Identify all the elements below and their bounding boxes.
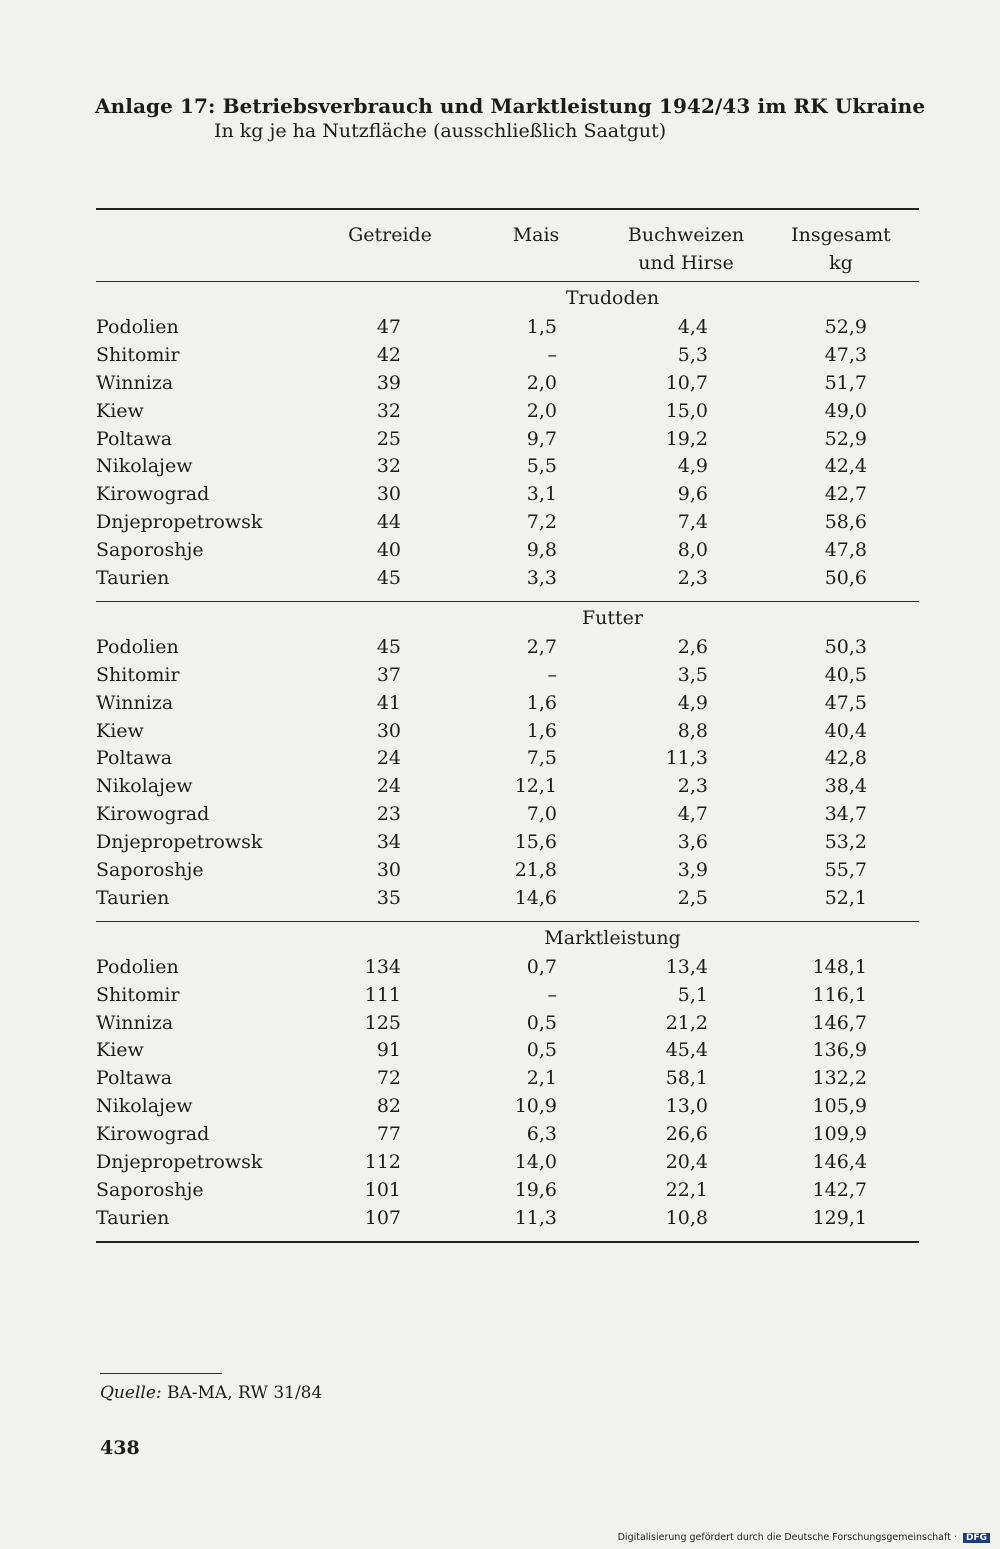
getreide-cell: 32 [376,455,401,478]
buchweizen-cell: 3,9 [677,859,708,882]
region-cell: Podolien [96,316,179,338]
insgesamt-cell: 142,7 [812,1178,867,1201]
buchweizen-cell: 9,6 [677,483,708,506]
region-cell: Taurien [96,567,170,590]
insgesamt-cell: 146,4 [812,1151,867,1174]
section-spacer [96,593,919,601]
header-getreide: Getreide [348,224,432,246]
buchweizen-cell: 45,4 [665,1039,708,1062]
insgesamt-cell: 42,8 [824,747,867,770]
getreide-cell: 101 [364,1178,401,1201]
table-header [96,210,919,281]
buchweizen-cell: 3,6 [677,831,708,854]
region-cell: Nikolajew [96,775,193,798]
region-cell: Podolien [96,955,179,978]
mais-cell: 9,7 [526,427,557,450]
table-row [96,426,919,454]
table-row [96,1177,919,1205]
page-subtitle: In kg je ha Nutzfläche (ausschließlich Saatgut) [214,120,667,142]
buchweizen-cell: 21,2 [665,1011,708,1034]
insgesamt-cell: 47,5 [824,691,867,714]
getreide-cell: 41 [376,691,401,714]
region-cell: Winniza [96,1011,174,1034]
insgesamt-cell: 129,1 [812,1206,867,1229]
region-cell: Shitomir [96,343,180,366]
insgesamt-cell: 47,8 [824,539,867,562]
table-row [96,773,919,801]
region-cell: Kiew [96,399,144,422]
region-cell: Nikolajew [96,1095,193,1118]
table-row [96,398,919,426]
getreide-cell: 82 [376,1095,401,1118]
buchweizen-cell: 10,8 [665,1206,708,1229]
table-row [96,885,919,913]
insgesamt-cell: 136,9 [812,1039,867,1062]
buchweizen-cell: 13,4 [665,955,708,978]
mais-cell: 2,1 [526,1067,557,1090]
buchweizen-cell: 2,3 [677,567,708,590]
mais-cell: 3,3 [526,567,557,590]
insgesamt-cell: 49,0 [824,399,867,422]
table-row [96,1065,919,1093]
region-cell: Dnjepropetrowsk [96,831,263,854]
region-cell: Taurien [96,1206,170,1229]
getreide-cell: 91 [376,1039,401,1062]
digitization-note: Digitalisierung gefördert durch die Deutsche Forschungsgemeinschaft · DFG [618,1532,990,1543]
page-number: 438 [100,1437,140,1459]
mais-cell: 10,9 [514,1095,557,1118]
getreide-cell: 45 [376,635,401,658]
getreide-cell: 32 [376,399,401,422]
table-row [96,634,919,662]
region-cell: Saporoshje [96,1178,204,1201]
region-cell: Taurien [96,886,170,909]
getreide-cell: 134 [364,955,401,978]
getreide-cell: 34 [376,831,401,854]
mais-cell: 1,5 [526,316,557,338]
region-cell: Shitomir [96,983,180,1006]
table-row [96,314,919,342]
insgesamt-cell: 52,1 [824,886,867,909]
table-row [96,954,919,982]
section-title: Futter [581,606,644,629]
insgesamt-cell: 109,9 [812,1123,867,1146]
insgesamt-cell: 52,9 [824,427,867,450]
insgesamt-cell: 38,4 [824,775,867,798]
insgesamt-cell: 51,7 [824,371,867,394]
mais-cell: 5,5 [526,455,557,478]
buchweizen-cell: 19,2 [665,427,708,450]
getreide-cell: 42 [376,343,401,366]
mais-cell: 9,8 [526,539,557,562]
region-cell: Winniza [96,691,174,714]
getreide-cell: 25 [376,427,401,450]
buchweizen-cell: 58,1 [665,1067,708,1090]
buchweizen-cell: 11,3 [665,747,708,770]
region-cell: Poltawa [96,1067,173,1090]
buchweizen-cell: 26,6 [665,1123,708,1146]
table-row [96,829,919,857]
source-note: Quelle: BA-MA, RW 31/84 [100,1383,323,1403]
table-row [96,718,919,746]
buchweizen-cell: 2,5 [677,886,708,909]
table-row [96,453,919,481]
region-cell: Nikolajew [96,455,193,478]
buchweizen-cell: 2,6 [677,635,708,658]
data-table [96,208,919,1243]
table-row [96,1010,919,1038]
insgesamt-cell: 40,4 [824,719,867,742]
mais-cell: – [547,343,557,366]
buchweizen-cell: 8,8 [677,719,708,742]
buchweizen-cell: 20,4 [665,1151,708,1174]
buchweizen-cell: 4,9 [677,455,708,478]
insgesamt-cell: 58,6 [824,511,867,534]
region-cell: Dnjepropetrowsk [96,1151,263,1174]
getreide-cell: 72 [376,1067,401,1090]
table-row [96,565,919,593]
header-buchweizen: Buchweizen und Hirse [627,224,745,274]
table-row [96,857,919,885]
buchweizen-cell: 5,1 [677,983,708,1006]
table-row [96,481,919,509]
getreide-cell: 47 [376,316,401,338]
region-cell: Kirowograd [96,483,210,506]
header-insgesamt: Insgesamt kg [791,224,891,274]
mais-cell: 19,6 [514,1178,557,1201]
region-cell: Saporoshje [96,859,204,882]
region-cell: Winniza [96,371,174,394]
buchweizen-cell: 13,0 [665,1095,708,1118]
insgesamt-cell: 40,5 [824,663,867,686]
getreide-cell: 30 [376,719,401,742]
insgesamt-cell: 116,1 [812,983,867,1006]
section-spacer [96,913,919,921]
getreide-cell: 77 [376,1123,401,1146]
buchweizen-cell: 7,4 [677,511,708,534]
table-row [96,982,919,1010]
insgesamt-cell: 42,7 [824,483,867,506]
region-cell: Shitomir [96,663,180,686]
header-mais: Mais [512,224,560,246]
table-row [96,745,919,773]
region-cell: Podolien [96,635,179,658]
mais-cell: 12,1 [514,775,557,798]
buchweizen-cell: 3,5 [677,663,708,686]
dfg-logo-icon: DFG [963,1533,990,1543]
footnote-rule [100,1373,222,1374]
getreide-cell: 24 [376,775,401,798]
mais-cell: 6,3 [526,1123,557,1146]
region-cell: Poltawa [96,747,173,770]
region-cell: Kiew [96,1039,144,1062]
region-cell: Dnjepropetrowsk [96,511,263,534]
buchweizen-cell: 8,0 [677,539,708,562]
getreide-cell: 37 [376,663,401,686]
table-row [96,342,919,370]
mais-cell: 7,5 [526,747,557,770]
getreide-cell: 107 [364,1206,401,1229]
mais-cell: 0,7 [526,955,557,978]
section-rule [96,1241,919,1243]
table-row [96,801,919,829]
mais-cell: 1,6 [526,719,557,742]
table-row [96,509,919,537]
buchweizen-cell: 15,0 [665,399,708,422]
region-cell: Saporoshje [96,539,204,562]
insgesamt-cell: 55,7 [824,859,867,882]
region-cell: Kiew [96,719,144,742]
mais-cell: – [547,983,557,1006]
getreide-cell: 24 [376,747,401,770]
table-row [96,1205,919,1233]
getreide-cell: 30 [376,859,401,882]
buchweizen-cell: 4,9 [677,691,708,714]
mais-cell: 2,7 [526,635,557,658]
mais-cell: 14,6 [514,886,557,909]
insgesamt-cell: 105,9 [812,1095,867,1118]
region-cell: Kirowograd [96,803,210,826]
table-row [96,1093,919,1121]
table-row [96,370,919,398]
getreide-cell: 112 [364,1151,401,1174]
insgesamt-cell: 52,9 [824,316,867,338]
table-row [96,1149,919,1177]
mais-cell: 1,6 [526,691,557,714]
getreide-cell: 40 [376,539,401,562]
getreide-cell: 45 [376,567,401,590]
insgesamt-cell: 50,3 [824,635,867,658]
getreide-cell: 125 [364,1011,401,1034]
mais-cell: 3,1 [526,483,557,506]
buchweizen-cell: 10,7 [665,371,708,394]
mais-cell: 0,5 [526,1039,557,1062]
insgesamt-cell: 50,6 [824,567,867,590]
insgesamt-cell: 42,4 [824,455,867,478]
table-body [96,282,919,1243]
section-spacer [96,1233,919,1241]
insgesamt-cell: 47,3 [824,343,867,366]
buchweizen-cell: 2,3 [677,775,708,798]
table-row [96,1037,919,1065]
insgesamt-cell: 53,2 [824,831,867,854]
buchweizen-cell: 4,4 [677,316,708,338]
page-title: Anlage 17: Betriebsverbrauch und Marktleistung 1942/43 im RK Ukraine [95,94,926,118]
section-title: Marktleistung [544,926,681,949]
mais-cell: 15,6 [514,831,557,854]
table-row [96,537,919,565]
region-cell: Kirowograd [96,1123,210,1146]
mais-cell: – [547,663,557,686]
mais-cell: 21,8 [514,859,557,882]
getreide-cell: 111 [364,983,401,1006]
getreide-cell: 35 [376,886,401,909]
buchweizen-cell: 5,3 [677,343,708,366]
getreide-cell: 30 [376,483,401,506]
mais-cell: 7,0 [526,803,557,826]
getreide-cell: 23 [376,803,401,826]
section-title: Trudoden [565,287,660,309]
getreide-cell: 39 [376,371,401,394]
buchweizen-cell: 4,7 [677,803,708,826]
mais-cell: 2,0 [526,371,557,394]
title-block [95,94,925,142]
insgesamt-cell: 34,7 [824,803,867,826]
mais-cell: 2,0 [526,399,557,422]
mais-cell: 11,3 [514,1206,557,1229]
mais-cell: 14,0 [514,1151,557,1174]
table-row [96,1121,919,1149]
table-row [96,690,919,718]
insgesamt-cell: 148,1 [812,955,867,978]
table-row [96,662,919,690]
insgesamt-cell: 146,7 [812,1011,867,1034]
getreide-cell: 44 [376,511,401,534]
buchweizen-cell: 22,1 [665,1178,708,1201]
region-cell: Poltawa [96,427,173,450]
insgesamt-cell: 132,2 [812,1067,867,1090]
mais-cell: 7,2 [526,511,557,534]
mais-cell: 0,5 [526,1011,557,1034]
